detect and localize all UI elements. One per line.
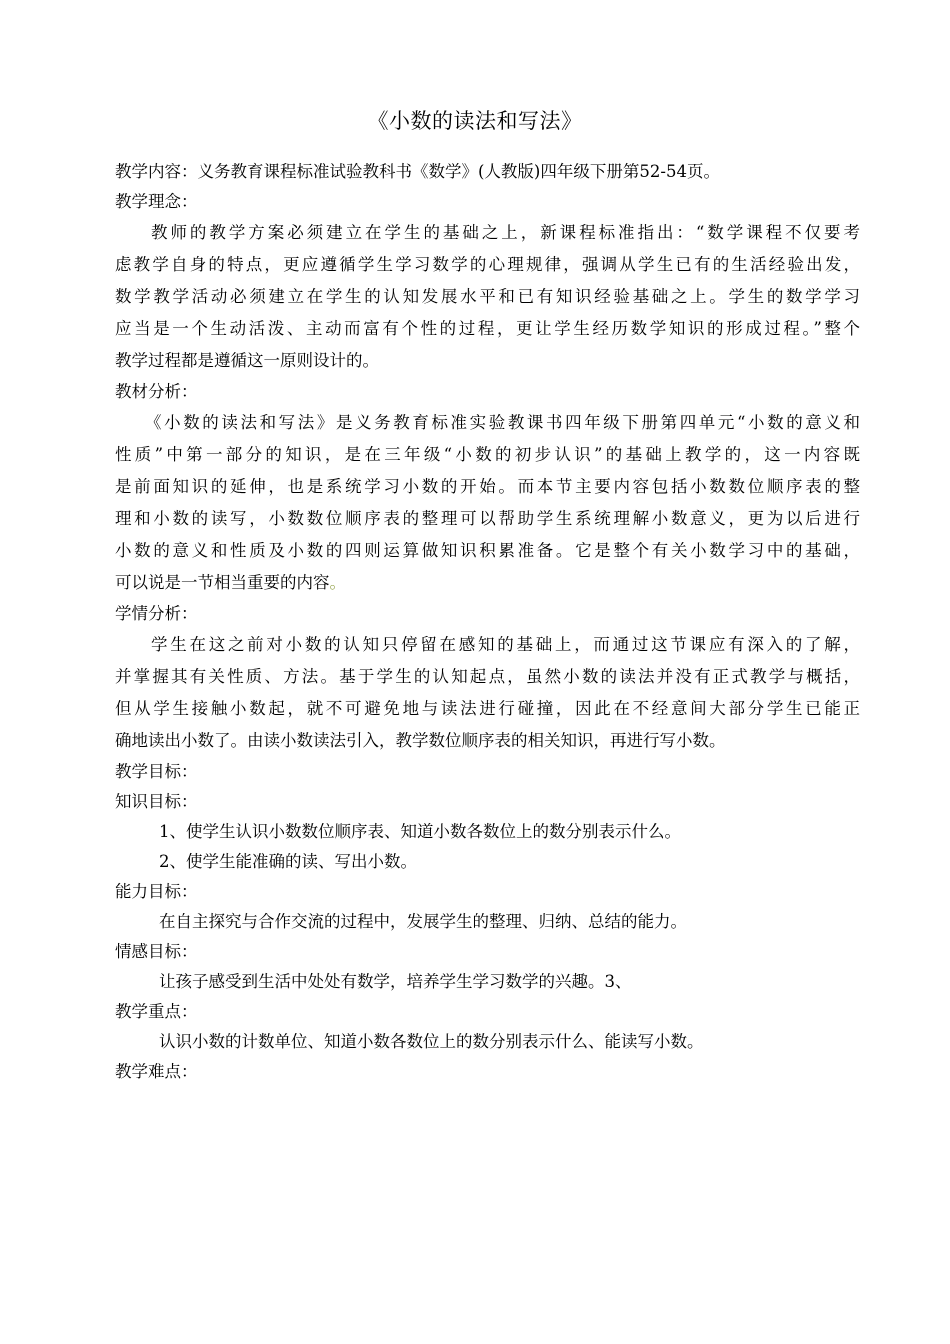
emotion-heading: 情感目标：: [115, 942, 198, 961]
paragraph-line: 但从学生接触小数起，就不可避免地与读法进行碰撞，因此在不经意间大部分学生已能正: [115, 699, 860, 718]
paragraph-line: 是前面知识的延伸，也是系统学习小数的开始。而本节主要内容包括小数数位顺序表的整: [115, 477, 860, 496]
students-heading: 学情分析：: [115, 604, 198, 623]
paragraph-line: 数学教学活动必须建立在学生的认知发展水平和已有知识经验基础之上。学生的数学学习: [115, 287, 860, 306]
paragraph-line: 性质”中第一部分的知识，是在三年级“小数的初步认识”的基础上教学的，这一内容既: [115, 445, 860, 464]
content-line: 教学内容：义务教育课程标准试验教科书《数学》(人教版)四年级下册第52-54页。: [115, 162, 720, 181]
paragraph-line: 并掌握其有关性质、方法。基于学生的认知起点，虽然小数的读法并没有正式教学与概括，: [115, 667, 860, 686]
paragraph-line: 理和小数的读写，小数数位顺序表的整理可以帮助学生系统理解小数意义，更为以后进行: [115, 509, 860, 528]
difficulty-heading: 教学难点：: [115, 1062, 198, 1081]
paragraph-line: 《小数的读法和写法》是义务教育标准实验教课书四年级下册第四单元“小数的意义和: [145, 413, 860, 432]
document-body: [115, 157, 860, 1087]
paragraph-text: 可以说是一节相当重要的内容: [115, 573, 330, 592]
paragraph-line: 小数的意义和性质及小数的四则运算做知识积累准备。它是整个有关小数学习中的基础，: [115, 541, 860, 560]
document-title: 《小数的读法和写法》: [367, 109, 583, 133]
paragraph-line: 学生在这之前对小数的认知只停留在感知的基础上，而通过这节课应有深入的了解，: [151, 635, 860, 654]
period-mark: 。: [329, 573, 346, 592]
ability-text: 在自主探究与合作交流的过程中，发展学生的整理、归纳、总结的能力。: [159, 912, 687, 931]
key-text: 认识小数的计数单位、知道小数各数位上的数分别表示什么、能读写小数。: [159, 1032, 704, 1051]
ability-heading: 能力目标：: [115, 882, 198, 901]
key-heading: 教学重点：: [115, 1002, 198, 1021]
paragraph-line: 确地读出小数了。由读小数读法引入，教学数位顺序表的相关知识，再进行写小数。: [115, 731, 726, 750]
philosophy-paragraph: [115, 217, 860, 377]
material-heading: 教材分析：: [115, 382, 198, 401]
emotion-text: 让孩子感受到生活中处处有数学，培养学生学习数学的兴趣。3、: [159, 972, 632, 991]
paragraph-line: 教师的教学方案必须建立在学生的基础之上，新课程标准指出：“数学课程不仅要考: [151, 223, 860, 242]
philosophy-heading: 教学理念：: [115, 192, 198, 211]
paragraph-line: 应当是一个生动活泼、主动而富有个性的过程，更让学生经历数学知识的形成过程。”整个: [115, 319, 860, 338]
paragraph-line: 虑教学自身的特点，更应遵循学生学习数学的心理规律，强调从学生已有的生活经验出发，: [115, 255, 860, 274]
material-paragraph: [115, 407, 860, 599]
objectives-heading: 教学目标：: [115, 762, 198, 781]
paragraph-line: 教学过程都是遵循这一原则设计的。: [115, 351, 379, 370]
knowledge-heading: 知识目标：: [115, 792, 198, 811]
knowledge-item: 1、使学生认识小数数位顺序表、知道小数各数位上的数分别表示什么。: [159, 822, 681, 841]
knowledge-item: 2、使学生能准确的读、写出小数。: [159, 852, 417, 871]
students-paragraph: [115, 629, 860, 757]
paragraph-line: [115, 567, 860, 599]
